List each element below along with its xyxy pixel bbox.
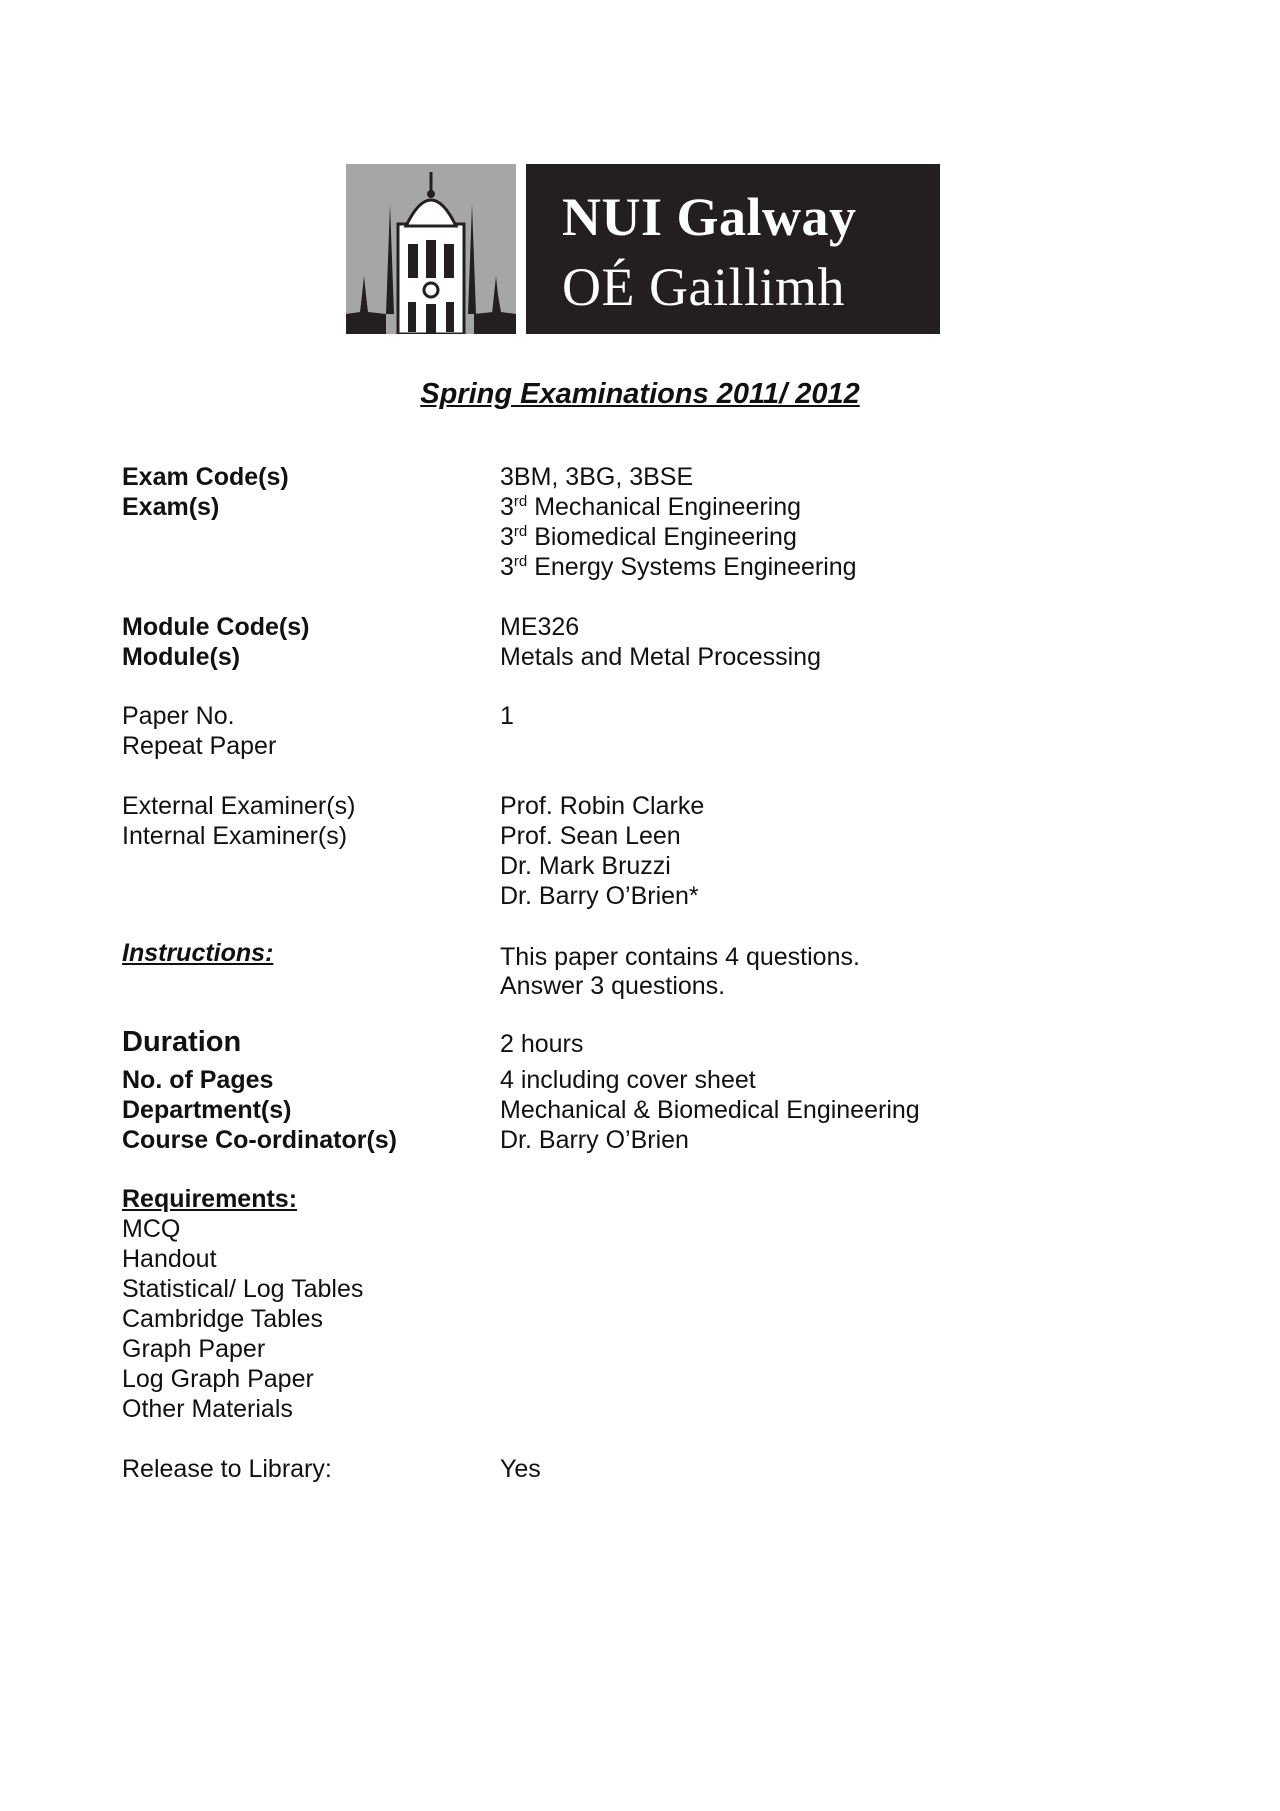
internal-examiner-value: Dr. Barry O’Brien* (500, 882, 699, 910)
module-codes-row (0, 612, 1280, 642)
requirement-item: Other Materials (122, 1395, 293, 1423)
exam-codes-label: Exam Code(s) (122, 463, 289, 491)
module-codes-label: Module Code(s) (122, 613, 310, 641)
repeat-paper-row (0, 731, 1280, 761)
course-coordinators-value: Dr. Barry O’Brien (500, 1126, 689, 1154)
departments-row (0, 1095, 1280, 1125)
exams-label: Exam(s) (122, 493, 220, 521)
internal-examiners-row-2 (0, 851, 1280, 881)
repeat-paper-label: Repeat Paper (122, 732, 277, 760)
duration-value: 2 hours (500, 1030, 584, 1058)
requirement-row (0, 1364, 1280, 1394)
modules-row (0, 642, 1280, 672)
course-coordinators-row (0, 1125, 1280, 1155)
exam-item: 3rd Energy Systems Engineering (500, 553, 857, 581)
internal-examiners-label: Internal Examiner(s) (122, 822, 348, 850)
internal-examiner-value: Prof. Sean Leen (500, 822, 681, 850)
external-examiners-label: External Examiner(s) (122, 792, 356, 820)
release-to-library-label: Release to Library: (122, 1455, 332, 1483)
departments-value: Mechanical & Biomedical Engineering (500, 1096, 920, 1124)
course-coordinators-label: Course Co-ordinator(s) (122, 1126, 397, 1154)
requirements-label: Requirements: (122, 1185, 298, 1213)
no-of-pages-row (0, 1065, 1280, 1095)
internal-examiners-row-3 (0, 881, 1280, 911)
requirement-item: Graph Paper (122, 1335, 266, 1363)
exams-row-3 (0, 552, 1280, 582)
requirement-row (0, 1244, 1280, 1274)
no-of-pages-label: No. of Pages (122, 1066, 274, 1094)
external-examiners-value: Prof. Robin Clarke (500, 792, 705, 820)
logo-line-irish: OÉ Gaillimh (562, 257, 845, 317)
requirement-row (0, 1304, 1280, 1334)
modules-value: Metals and Metal Processing (500, 643, 821, 671)
nui-galway-logo (346, 164, 940, 334)
exam-item: 3rd Mechanical Engineering (500, 493, 802, 521)
modules-label: Module(s) (122, 643, 241, 671)
paper-no-row (0, 701, 1280, 731)
exam-item: 3rd Biomedical Engineering (500, 523, 797, 551)
instructions-label: Instructions: (122, 939, 274, 967)
no-of-pages-value: 4 including cover sheet (500, 1066, 756, 1094)
exams-row-2 (0, 522, 1280, 552)
page-title: Spring Examinations 2011/ 2012 (420, 378, 860, 410)
requirement-row (0, 1274, 1280, 1304)
requirement-item: Log Graph Paper (122, 1365, 314, 1393)
requirement-item: Handout (122, 1245, 217, 1273)
internal-examiner-value: Dr. Mark Bruzzi (500, 852, 671, 880)
logo-wordmark (526, 164, 940, 334)
release-to-library-value: Yes (500, 1455, 541, 1483)
internal-examiners-row (0, 821, 1280, 851)
external-examiners-row (0, 791, 1280, 821)
exams-row (0, 492, 1280, 522)
release-to-library-row (0, 1454, 1280, 1484)
paper-no-value: 1 (500, 702, 514, 730)
module-codes-value: ME326 (500, 613, 580, 641)
instructions-value: Answer 3 questions. (500, 972, 726, 1000)
instructions-row-2 (0, 971, 1280, 1001)
requirement-item: Statistical/ Log Tables (122, 1275, 364, 1303)
requirement-item: MCQ (122, 1215, 181, 1243)
requirements-heading-row (0, 1184, 1280, 1214)
duration-label: Duration (122, 1026, 242, 1058)
requirement-row (0, 1394, 1280, 1424)
instructions-value: This paper contains 4 questions. (500, 943, 860, 971)
requirement-item: Cambridge Tables (122, 1305, 324, 1333)
departments-label: Department(s) (122, 1096, 292, 1124)
duration-row (0, 1027, 1280, 1057)
exam-codes-value: 3BM, 3BG, 3BSE (500, 463, 694, 491)
requirement-row (0, 1214, 1280, 1244)
logo-line-english: NUI Galway (562, 187, 857, 247)
instructions-row (0, 942, 1280, 972)
exam-codes-row (0, 462, 1280, 492)
university-tower-icon (346, 164, 516, 334)
requirement-row (0, 1334, 1280, 1364)
paper-no-label: Paper No. (122, 702, 235, 730)
